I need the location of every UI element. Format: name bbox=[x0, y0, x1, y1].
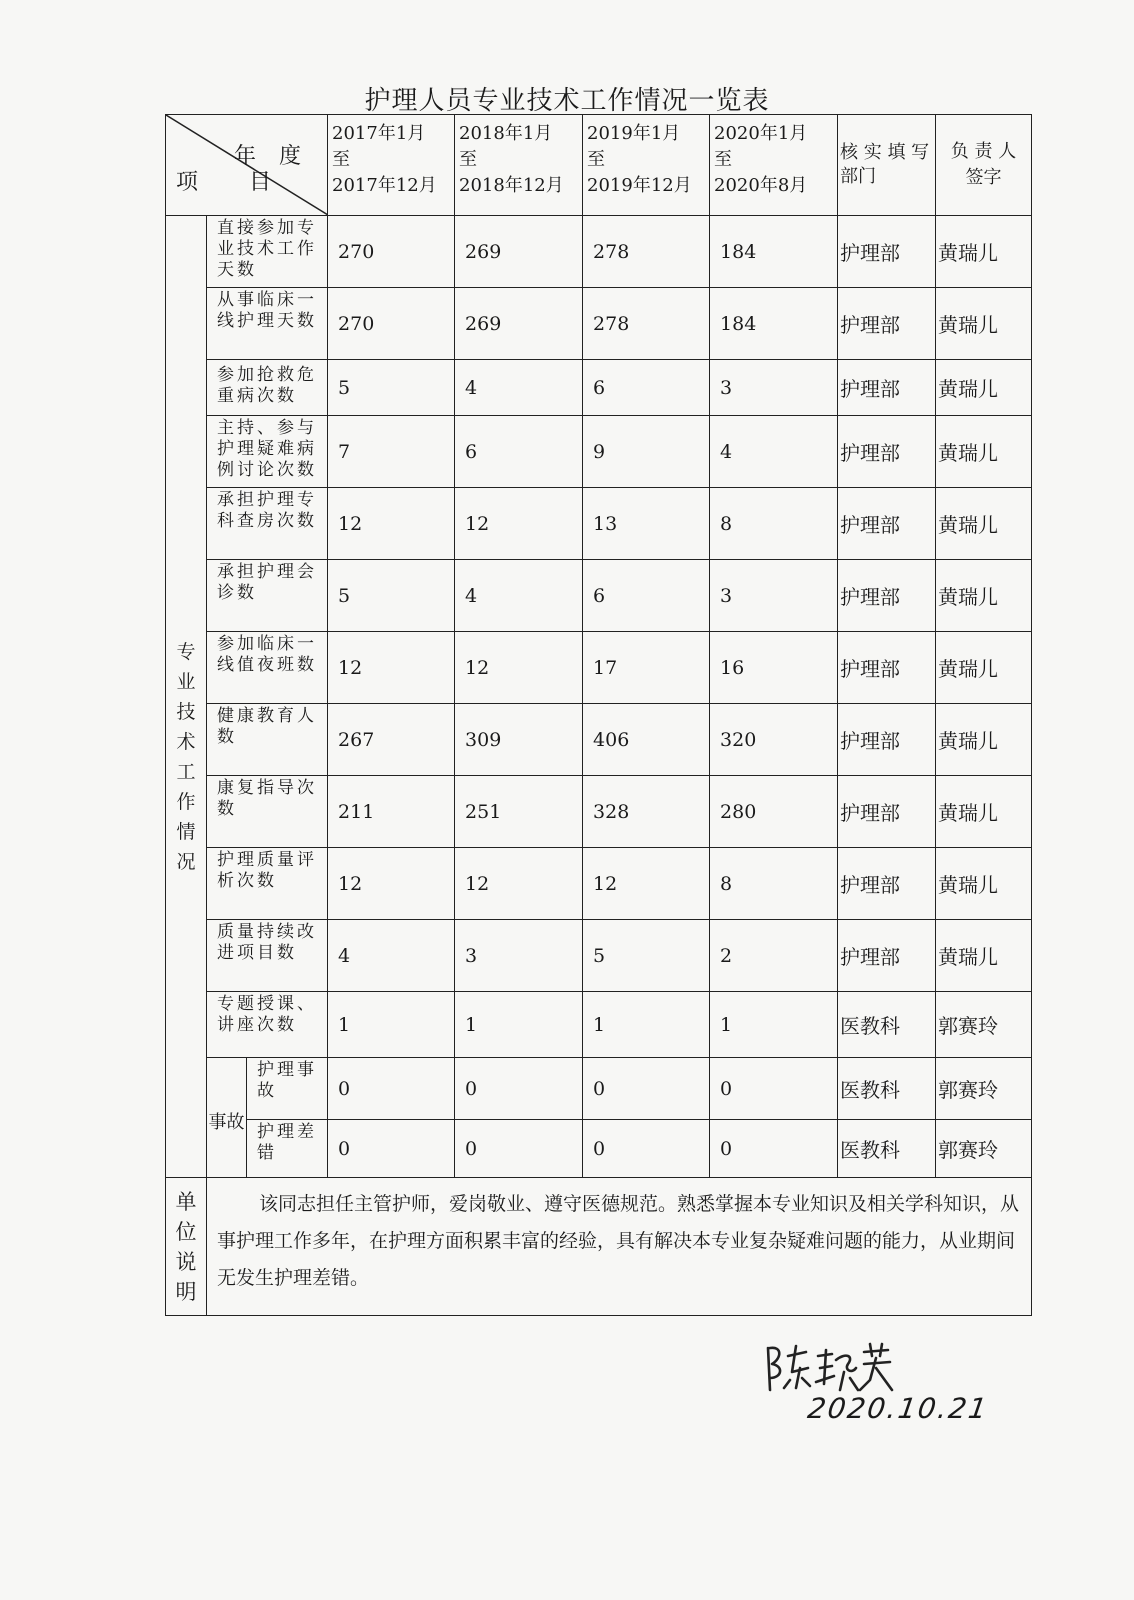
value-cell: 17 bbox=[583, 632, 710, 704]
value-cell: 184 bbox=[710, 288, 838, 360]
responsible-sign-cell: 黄瑞儿 bbox=[936, 704, 1032, 776]
value-cell: 270 bbox=[328, 288, 455, 360]
verify-dept-cell: 护理部 bbox=[838, 632, 936, 704]
responsible-sign-cell: 郭赛玲 bbox=[936, 1120, 1032, 1178]
verify-dept-cell: 医教科 bbox=[838, 1058, 936, 1120]
value-cell: 5 bbox=[328, 360, 455, 416]
responsible-sign-cell: 黄瑞儿 bbox=[936, 416, 1032, 488]
value-cell: 0 bbox=[455, 1120, 583, 1178]
table-row bbox=[166, 632, 1032, 704]
value-cell: 3 bbox=[455, 920, 583, 992]
responsible-sign-cell: 郭赛玲 bbox=[936, 1058, 1032, 1120]
value-cell: 4 bbox=[455, 360, 583, 416]
verify-dept-cell: 护理部 bbox=[838, 920, 936, 992]
value-cell: 269 bbox=[455, 216, 583, 288]
table-row bbox=[166, 776, 1032, 848]
value-cell: 1 bbox=[710, 992, 838, 1058]
verify-dept-cell: 护理部 bbox=[838, 560, 936, 632]
verify-dept-cell: 护理部 bbox=[838, 488, 936, 560]
verify-dept-cell: 护理部 bbox=[838, 776, 936, 848]
table-row bbox=[166, 216, 1032, 288]
table-row bbox=[166, 288, 1032, 360]
table-row bbox=[166, 416, 1032, 488]
value-cell: 4 bbox=[455, 560, 583, 632]
page-title: 护理人员专业技术工作情况一览表 bbox=[364, 86, 770, 116]
section-label-cell bbox=[166, 216, 207, 1178]
verify-dept-cell: 护理部 bbox=[838, 416, 936, 488]
section-label-char: 工 bbox=[176, 760, 196, 783]
value-cell: 13 bbox=[583, 488, 710, 560]
value-cell: 6 bbox=[455, 416, 583, 488]
value-cell: 12 bbox=[328, 848, 455, 920]
section-label-char: 术 bbox=[176, 730, 196, 753]
table-row bbox=[166, 848, 1032, 920]
item-label: 健康教育人数 bbox=[207, 704, 328, 776]
section-label-char: 技 bbox=[176, 700, 196, 723]
responsible-sign-cell: 黄瑞儿 bbox=[936, 848, 1032, 920]
verify-dept-cell: 护理部 bbox=[838, 848, 936, 920]
value-cell: 184 bbox=[710, 216, 838, 288]
item-label: 从事临床一线护理天数 bbox=[207, 288, 328, 360]
item-label: 康复指导次数 bbox=[207, 776, 328, 848]
table-row bbox=[166, 1058, 1032, 1120]
value-cell: 328 bbox=[583, 776, 710, 848]
table-row bbox=[166, 992, 1032, 1058]
value-cell: 12 bbox=[328, 632, 455, 704]
item-label: 承担护理专科查房次数 bbox=[207, 488, 328, 560]
verify-dept-cell: 医教科 bbox=[838, 1120, 936, 1178]
year-col-2019: 2019年1月 至 2019年12月 bbox=[583, 115, 710, 216]
responsible-sign-cell: 黄瑞儿 bbox=[936, 560, 1032, 632]
verify-dept-cell: 医教科 bbox=[838, 992, 936, 1058]
unit-note-label: 单位说明 bbox=[166, 1178, 207, 1316]
responsible-sign-cell: 郭赛玲 bbox=[936, 992, 1032, 1058]
value-cell: 320 bbox=[710, 704, 838, 776]
value-cell: 269 bbox=[455, 288, 583, 360]
value-cell: 4 bbox=[710, 416, 838, 488]
value-cell: 0 bbox=[455, 1058, 583, 1120]
responsible-sign-cell: 黄瑞儿 bbox=[936, 488, 1032, 560]
year-header-label: 年 度 bbox=[234, 144, 310, 169]
value-cell: 0 bbox=[710, 1058, 838, 1120]
value-cell: 3 bbox=[710, 560, 838, 632]
item-label: 参加抢救危重病次数 bbox=[207, 360, 328, 416]
value-cell: 0 bbox=[583, 1120, 710, 1178]
diagonal-header-cell bbox=[166, 115, 328, 216]
item-label: 主持、参与护理疑难病例讨论次数 bbox=[207, 416, 328, 488]
section-label-char: 专 bbox=[176, 640, 196, 663]
item-label: 承担护理会诊数 bbox=[207, 560, 328, 632]
value-cell: 0 bbox=[328, 1120, 455, 1178]
responsible-sign-cell: 黄瑞儿 bbox=[936, 216, 1032, 288]
year-col-2017: 2017年1月 至 2017年12月 bbox=[328, 115, 455, 216]
responsible-sign-header: 负 责 人 签字 bbox=[936, 115, 1032, 216]
value-cell: 1 bbox=[328, 992, 455, 1058]
value-cell: 12 bbox=[455, 488, 583, 560]
table-row bbox=[166, 360, 1032, 416]
year-col-2020: 2020年1月 至 2020年8月 bbox=[710, 115, 838, 216]
value-cell: 7 bbox=[328, 416, 455, 488]
value-cell: 0 bbox=[328, 1058, 455, 1120]
value-cell: 0 bbox=[583, 1058, 710, 1120]
section-label-char: 况 bbox=[176, 850, 196, 873]
value-cell: 5 bbox=[583, 920, 710, 992]
verify-dept-cell: 护理部 bbox=[838, 216, 936, 288]
value-cell: 211 bbox=[328, 776, 455, 848]
value-cell: 251 bbox=[455, 776, 583, 848]
value-cell: 12 bbox=[455, 848, 583, 920]
accident-label: 事故 bbox=[207, 1058, 247, 1178]
section-label-char: 情 bbox=[176, 820, 196, 843]
value-cell: 16 bbox=[710, 632, 838, 704]
value-cell: 4 bbox=[328, 920, 455, 992]
table-row bbox=[166, 1120, 1032, 1178]
unit-note-text: 该同志担任主管护师，爱岗敬业、遵守医德规范。熟悉掌握本专业知识及相关学科知识，从事护理工作多年，在护理方面积累丰富的经验，具有解决本专业复杂疑难问题的能力，从业期间无发生护理差错。 bbox=[207, 1178, 1032, 1316]
item-label: 参加临床一线值夜班数 bbox=[207, 632, 328, 704]
item-label: 直接参加专业技术工作天数 bbox=[207, 216, 328, 288]
item-label: 护理质量评析次数 bbox=[207, 848, 328, 920]
accident-item-label: 护理事故 bbox=[247, 1058, 328, 1120]
value-cell: 270 bbox=[328, 216, 455, 288]
responsible-sign-cell: 黄瑞儿 bbox=[936, 776, 1032, 848]
verify-dept-cell: 护理部 bbox=[838, 704, 936, 776]
responsible-sign-cell: 黄瑞儿 bbox=[936, 920, 1032, 992]
value-cell: 280 bbox=[710, 776, 838, 848]
section-label-char: 业 bbox=[176, 670, 196, 693]
nursing-work-table bbox=[165, 114, 1032, 1316]
verify-dept-cell: 护理部 bbox=[838, 288, 936, 360]
value-cell: 309 bbox=[455, 704, 583, 776]
value-cell: 278 bbox=[583, 288, 710, 360]
verify-dept-cell: 护理部 bbox=[838, 360, 936, 416]
responsible-sign-cell: 黄瑞儿 bbox=[936, 288, 1032, 360]
value-cell: 3 bbox=[710, 360, 838, 416]
value-cell: 267 bbox=[328, 704, 455, 776]
value-cell: 6 bbox=[583, 360, 710, 416]
item-label: 专题授课、讲座次数 bbox=[207, 992, 328, 1058]
value-cell: 9 bbox=[583, 416, 710, 488]
table-row bbox=[166, 704, 1032, 776]
accident-item-label: 护理差错 bbox=[247, 1120, 328, 1178]
value-cell: 406 bbox=[583, 704, 710, 776]
signature-date: 2020.10.21 bbox=[805, 1392, 991, 1425]
value-cell: 1 bbox=[583, 992, 710, 1058]
item-label: 质量持续改进项目数 bbox=[207, 920, 328, 992]
table-row bbox=[166, 488, 1032, 560]
value-cell: 2 bbox=[710, 920, 838, 992]
value-cell: 8 bbox=[710, 848, 838, 920]
year-col-2018: 2018年1月 至 2018年12月 bbox=[455, 115, 583, 216]
value-cell: 278 bbox=[583, 216, 710, 288]
value-cell: 1 bbox=[455, 992, 583, 1058]
value-cell: 12 bbox=[455, 632, 583, 704]
verify-dept-header: 核 实 填 写 部门 bbox=[838, 115, 936, 216]
value-cell: 8 bbox=[710, 488, 838, 560]
value-cell: 12 bbox=[583, 848, 710, 920]
section-label-char: 作 bbox=[176, 790, 196, 813]
value-cell: 0 bbox=[710, 1120, 838, 1178]
table-row bbox=[166, 560, 1032, 632]
handwritten-signature bbox=[760, 1338, 900, 1398]
item-header-label: 项 目 bbox=[176, 170, 293, 195]
value-cell: 6 bbox=[583, 560, 710, 632]
unit-note-row bbox=[166, 1178, 1032, 1316]
table-row bbox=[166, 920, 1032, 992]
responsible-sign-cell: 黄瑞儿 bbox=[936, 360, 1032, 416]
value-cell: 12 bbox=[328, 488, 455, 560]
responsible-sign-cell: 黄瑞儿 bbox=[936, 632, 1032, 704]
value-cell: 5 bbox=[328, 560, 455, 632]
